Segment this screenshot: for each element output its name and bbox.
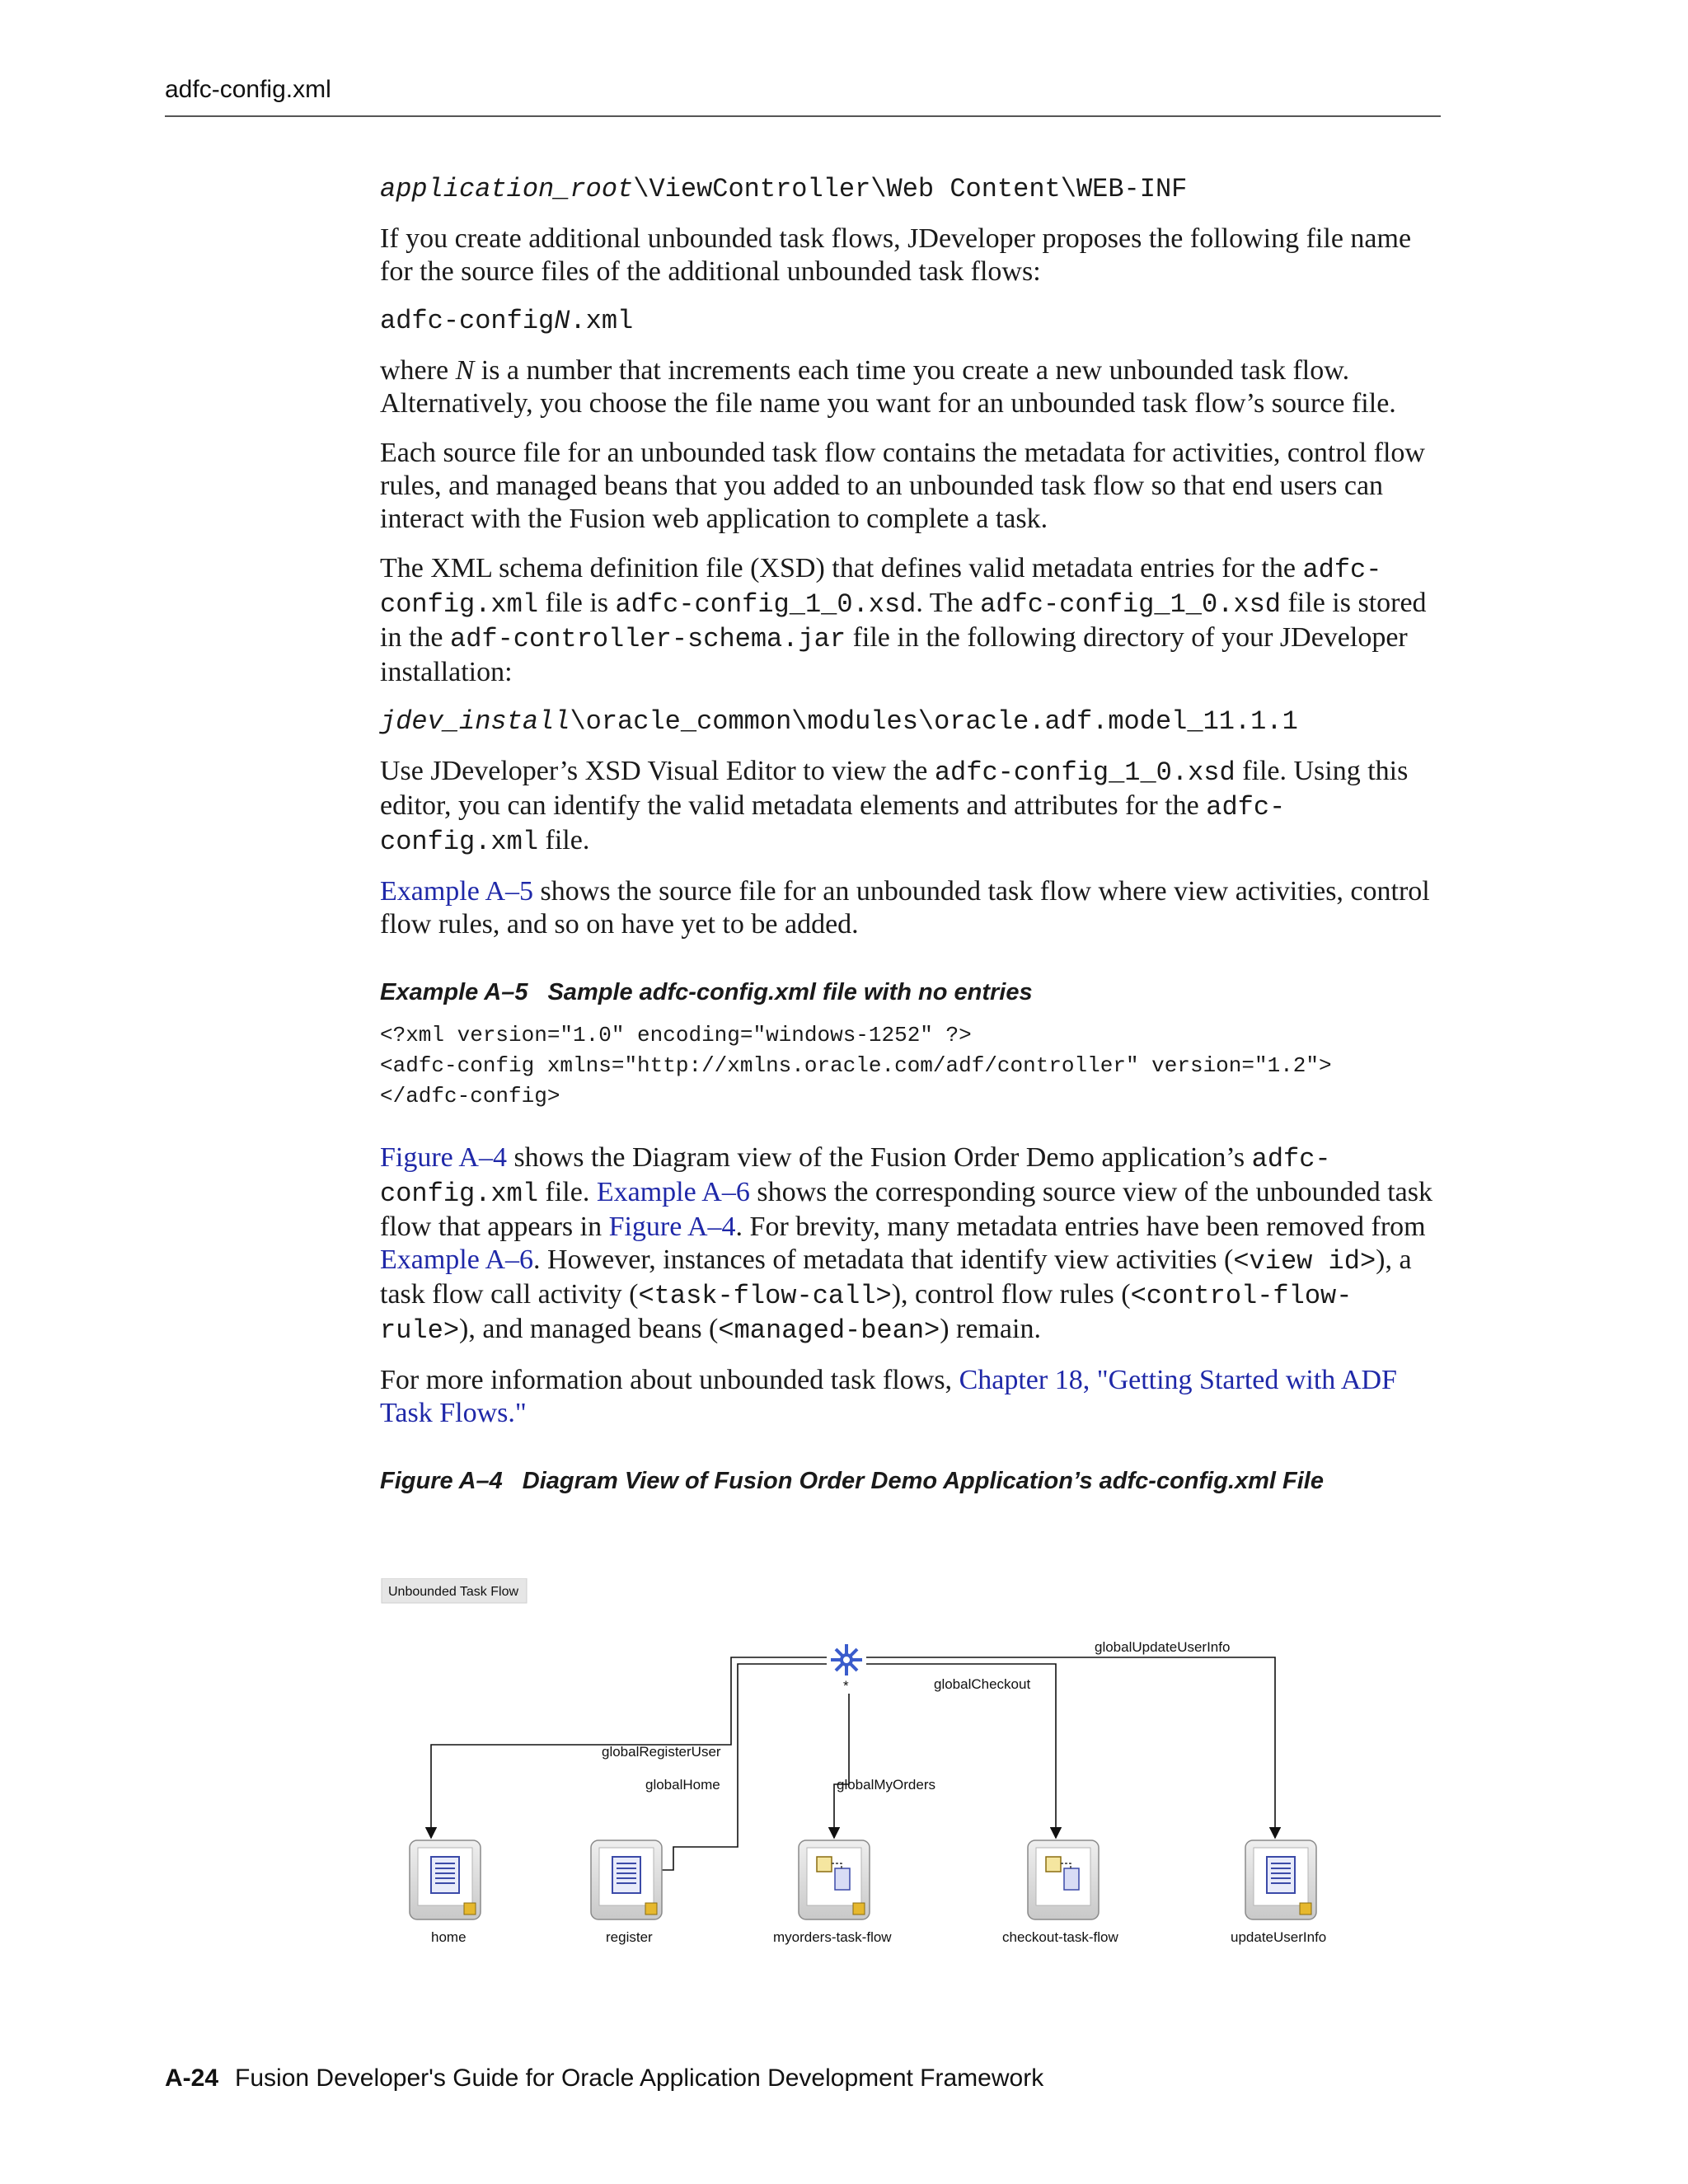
edge-global-my-orders xyxy=(834,1694,849,1838)
node-register[interactable] xyxy=(591,1840,662,1919)
tab-label[interactable]: Unbounded Task Flow xyxy=(388,1585,519,1599)
running-footer xyxy=(165,2064,1043,2093)
paragraph-4: The XML schema definition file (XSD) that defines valid metadata entries for the adfc-config.xml file is adfc-config_1_0.xsd. The adfc-config_1_0.xsd file is stored in the adf-controller-schema.jar file in the following directory of your JDeveloper installation: xyxy=(380,553,1427,687)
edge-label-global-update-user-info: globalUpdateUserInfo xyxy=(1095,1639,1231,1655)
wildcard-label: * xyxy=(843,1678,849,1694)
page-icon xyxy=(431,1857,459,1893)
page-icon xyxy=(1267,1857,1295,1893)
link-figure-a4[interactable]: Figure A–4 xyxy=(380,1142,507,1173)
book-title: Fusion Developer's Guide for Oracle Application Development Framework xyxy=(235,2064,1044,2092)
paragraph-2: where N is a number that increments each time you create a new unbounded task flow. Alternatively, you choose the file name you want for an unbounded task flow’s source file. xyxy=(380,355,1396,419)
figure-caption: Figure A–4 Diagram View of Fusion Order Demo Application’s adfc-config.xml File xyxy=(380,1468,1324,1494)
header-rule xyxy=(165,115,1441,117)
task-flow-diagram xyxy=(375,1578,1447,1957)
link-example-a5[interactable]: Example A–5 xyxy=(380,876,534,907)
paragraph-5: Use JDeveloper’s XSD Visual Editor to view the adfc-config_1_0.xsd file. Using this editor, you can identify the valid metadata elements and attributes for the adfc-config.xml file. xyxy=(380,756,1409,857)
running-header: adfc-config.xml xyxy=(165,76,331,103)
badge-icon xyxy=(645,1903,657,1915)
link-example-a6[interactable]: Example A–6 xyxy=(596,1177,750,1207)
edge-global-update-user-info xyxy=(866,1657,1275,1838)
link-example-a6[interactable]: Example A–6 xyxy=(380,1244,534,1275)
node-label-checkout-task-flow: checkout-task-flow xyxy=(1002,1929,1118,1945)
body-text xyxy=(380,173,1443,1509)
link-figure-a4[interactable]: Figure A–4 xyxy=(608,1212,736,1242)
link-chapter-18[interactable]: Chapter 18, "Getting Started with ADF Task Flows." xyxy=(380,1365,1397,1428)
page-number: A-24 xyxy=(165,2064,219,2092)
edge-label-global-checkout: globalCheckout xyxy=(934,1676,1031,1692)
code-line: </adfc-config> xyxy=(380,1084,560,1108)
node-label-update-user-info: updateUserInfo xyxy=(1231,1929,1327,1945)
code-line: <adfc-config xmlns="http://xmlns.oracle.com/adf/controller" version="1.2"> xyxy=(380,1053,1332,1078)
node-label-myorders-task-flow: myorders-task-flow xyxy=(773,1929,892,1945)
paragraph-7: Figure A–4 shows the Diagram view of the Fusion Order Demo application’s adfc-config.xml file. Example A–6 shows the corresponding source view of the unbounded task flow that appears in Figure A–4. For brevity, many metadata entries have been removed from Example A–6. However, instances of metadata that identify view activities (<view id>), a task flow call activity (<task-flow-call>), control flow rules (<control-flow-rule>), and managed beans (<managed-bean>) remain. xyxy=(380,1142,1432,1346)
badge-icon xyxy=(464,1903,476,1915)
path-jdev-install: jdev_install\oracle_common\modules\oracle.adf.model_11.1.1 xyxy=(380,706,1298,737)
node-label-register: register xyxy=(606,1929,653,1945)
edge-label-global-register-user: globalRegisterUser xyxy=(602,1744,721,1760)
node-checkout-task-flow[interactable] xyxy=(1028,1840,1099,1919)
node-update-user-info[interactable] xyxy=(1245,1840,1316,1919)
edge-label-global-home: globalHome xyxy=(645,1777,720,1793)
code-line: <?xml version="1.0" encoding="windows-1252" ?> xyxy=(380,1023,972,1047)
node-label-home: home xyxy=(431,1929,467,1945)
paragraph-1: If you create additional unbounded task flows, JDeveloper proposes the following file name for the source files of the additional unbounded task flows: xyxy=(380,223,1412,287)
paragraph-3: Each source file for an unbounded task flow contains the metadata for activities, control flow rules, and managed beans that you added to an unbounded task flow so that end users can interact with the Fusion web application to complete a task. xyxy=(380,438,1425,534)
edge-global-register-user xyxy=(612,1664,827,1870)
badge-icon xyxy=(853,1903,865,1915)
file-name-pattern: adfc-configN.xml xyxy=(380,306,634,336)
node-myorders-task-flow[interactable] xyxy=(799,1840,870,1919)
example-caption: Example A–5 Sample adfc-config.xml file with no entries xyxy=(380,979,1033,1005)
node-home[interactable] xyxy=(410,1840,481,1919)
path-webinf: application_root\ViewController\Web Content\WEB-INF xyxy=(380,174,1188,204)
paragraph-6: Example A–5 shows the source file for an unbounded task flow where view activities, control flow rules, and so on have yet to be added. xyxy=(380,876,1430,940)
badge-icon xyxy=(1300,1903,1311,1915)
page-icon xyxy=(612,1857,640,1893)
wildcard-icon[interactable] xyxy=(831,1644,862,1675)
paragraph-8: For more information about unbounded task flows, Chapter 18, "Getting Started with ADF Task Flows." xyxy=(380,1365,1397,1428)
code-example xyxy=(380,1020,1443,1112)
edge-label-global-my-orders: globalMyOrders xyxy=(837,1777,935,1793)
